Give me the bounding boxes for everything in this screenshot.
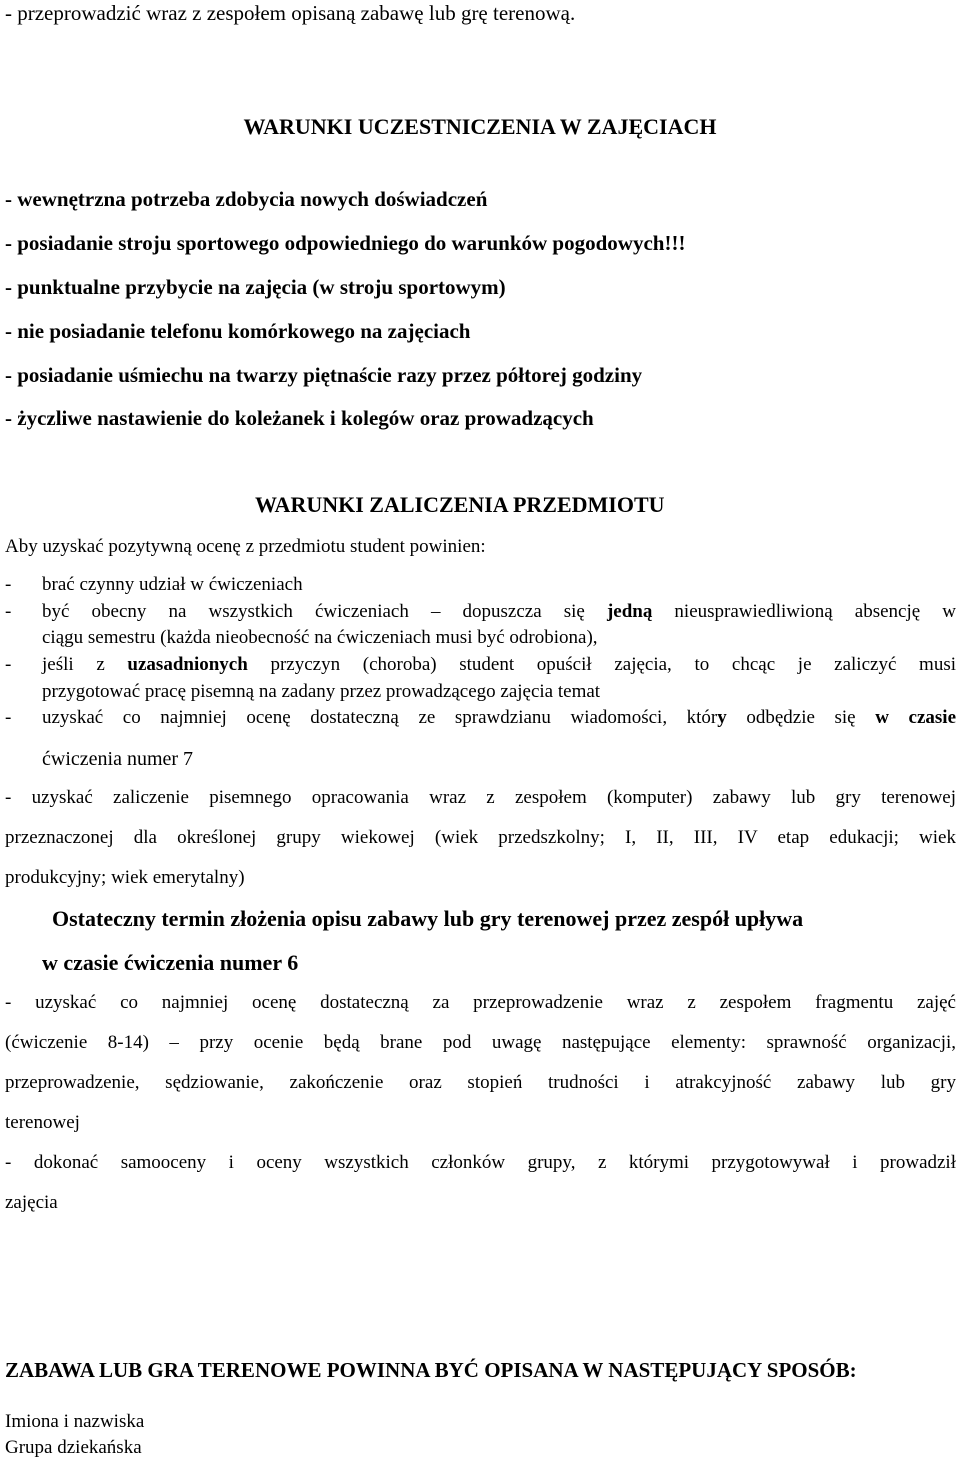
participation-item-5: - posiadanie uśmiechu na twarzy piętnaście razy przez półtorej godziny — [5, 363, 643, 387]
completion-item-6: - uzyskać co najmniej ocenę dostateczną za przeprowadzenie wraz z zespołem fragmentu zajęć — [5, 992, 956, 1013]
completion-item-2-cont: ciągu semestru (każda nieobecność na ćwiczeniach musi być odrobiona), — [42, 627, 598, 648]
participation-item-3: - punktualne przybycie na zajęcia (w stroju sportowym) — [5, 275, 506, 299]
top-line: - przeprowadzić wraz z zespołem opisaną zabawę lub grę terenową. — [5, 1, 576, 25]
participation-item-1: - wewnętrzna potrzeba zdobycia nowych doświadczeń — [5, 187, 488, 211]
list-dash: - — [5, 707, 12, 728]
description-line-group: Grupa dziekańska — [5, 1437, 142, 1458]
completion-item-5-cont-2: produkcyjny; wiek emerytalny) — [5, 867, 245, 888]
completion-item-5: - uzyskać zaliczenie pisemnego opracowania wraz z zespołem (komputer) zabawy lub gry terenowej — [5, 787, 956, 808]
list-dash: - — [5, 574, 12, 595]
completion-item-6-cont-2: przeprowadzenie, sędziowanie, zakończenie oraz stopień trudności i atrakcyjność zabawy lub gry — [5, 1072, 956, 1093]
list-dash: - — [5, 601, 12, 622]
completion-intro: Aby uzyskać pozytywną ocenę z przedmiotu student powinien: — [5, 536, 486, 557]
list-dash: - — [5, 654, 12, 675]
completion-item-1: brać czynny udział w ćwiczeniach — [42, 574, 303, 595]
completion-item-3: jeśli z uzasadnionych przyczyn (choroba) student opuścił zajęcia, to chcąc je zaliczyć musi — [42, 654, 956, 675]
deadline-line-1: Ostateczny termin złożenia opisu zabawy lub gry terenowej przez zespół upływa — [52, 906, 804, 931]
participation-item-2: - posiadanie stroju sportowego odpowiedniego do warunków pogodowych!!! — [5, 231, 686, 255]
completion-item-6-cont-3: terenowej — [5, 1112, 80, 1133]
participation-item-4: - nie posiadanie telefonu komórkowego na zajęciach — [5, 319, 471, 343]
completion-item-4: uzyskać co najmniej ocenę dostateczną ze sprawdzianu wiadomości, który odbędzie się w czasie — [42, 707, 956, 728]
completion-item-7-cont: zajęcia — [5, 1192, 58, 1213]
completion-item-4-cont: ćwiczenia numer 7 — [42, 748, 194, 770]
completion-item-6-cont-1: (ćwiczenie 8-14) – przy ocenie będą brane pod uwagę następujące elementy: sprawność organizacji, — [5, 1032, 956, 1053]
deadline-line-2: w czasie ćwiczenia numer 6 — [42, 950, 299, 975]
completion-item-5-cont-1: przeznaczonej dla określonej grupy wiekowej (wiek przedszkolny; I, II, III, IV etap edukacji; wiek — [5, 827, 956, 848]
participation-item-6: - życzliwe nastawienie do koleżanek i kolegów oraz prowadzących — [5, 406, 594, 430]
section-heading-participation: WARUNKI UCZESTNICZENIA W ZAJĘCIACH — [243, 114, 717, 139]
description-line-names: Imiona i nazwiska — [5, 1411, 145, 1432]
completion-item-3-cont: przygotować pracę pisemną na zadany przez prowadzącego zajęcia temat — [42, 681, 601, 702]
section-heading-description: ZABAWA LUB GRA TERENOWE POWINNA BYĆ OPISANA W NASTĘPUJĄCY SPOSÓB: — [5, 1358, 857, 1382]
completion-item-7: - dokonać samooceny i oceny wszystkich członków grupy, z którymi przygotowywał i prowadził — [5, 1152, 956, 1173]
completion-item-2: być obecny na wszystkich ćwiczeniach – dopuszcza się jedną nieusprawiedliwioną absencję w — [42, 601, 957, 622]
section-heading-completion: WARUNKI ZALICZENIA PRZEDMIOTU — [255, 492, 665, 517]
